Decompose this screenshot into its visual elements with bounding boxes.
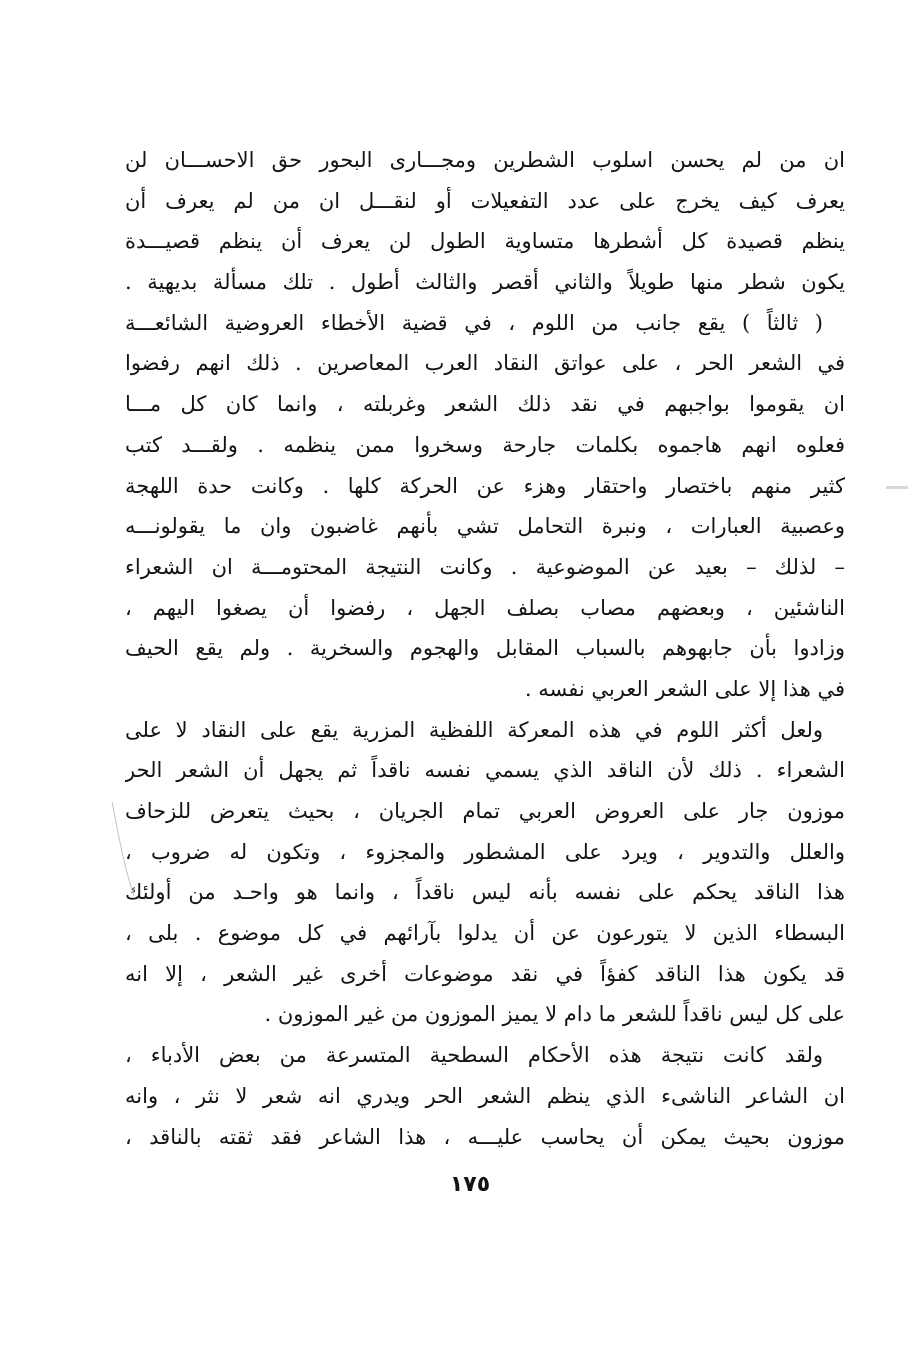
text-line: موزون بحيث يمكن أن يحاسب عليـــه ، هذا الشاعر فقد ثقته بالناقد ،	[125, 1124, 845, 1149]
text-line: هذا الناقد يحكم على نفسه بأنه ليس ناقداً ، وانما هو واحـد من أولئك	[125, 880, 845, 905]
text-line: وزادوا بأن جابهوهم بالسباب المقابل والهجوم والسخرية . ولم يقع الحيف	[125, 636, 845, 661]
text-line: البسطاء الذين لا يتورعون عن أن يدلوا بآرائهم في كل موضوع . بلى ،	[125, 921, 845, 946]
text-line: يكون شطر منها طويلاً والثاني أقصر والثالث أطول . تلك مسألة بديهية .	[125, 270, 845, 295]
text-line: – لذلك – بعيد عن الموضوعية . وكانت النتيجة المحتومـــة ان الشعراء	[125, 554, 845, 579]
text-line: وعصبية العبارات ، ونبرة التحامل تشي بأنهم غاضبون وان ما يقولونـــه	[125, 514, 845, 539]
text-line: موزون جار على العروض العربي تمام الجريان ، بحيث يتعرض للزحاف	[125, 799, 845, 823]
text-line: الشعراء . ذلك لأن الناقد الذي يسمي نفسه ناقداً ثم يجهل أن الشعر الحر	[125, 758, 845, 783]
text-line: الناشئين ، وبعضهم مصاب بصلف الجهل ، رفضوا أن يصغوا اليهم ،	[125, 595, 845, 620]
text-line: ولعل أكثر اللوم في هذه المعركة اللفظية المزرية يقع على النقاد لا على	[125, 717, 823, 742]
paragraph	[125, 1035, 845, 1157]
text-line: ( ثالثاً ) يقع جانب من اللوم ، في قضية الأخطاء العروضية الشائعـــة	[125, 310, 823, 335]
text-line: قد يكون هذا الناقد كفؤاً في نقد موضوعات أخرى غير الشعر ، إلا انه	[125, 961, 845, 986]
text-line: ان من لم يحسن اسلوب الشطرين ومجـــارى البحور حق الاحســـان لن	[125, 148, 845, 172]
text-line: في الشعر الحر ، على عواتق النقاد العرب المعاصرين . ذلك انهم رفضوا	[125, 351, 845, 376]
text-line: ولقد كانت نتيجة هذه الأحكام السطحية المتسرعة من بعض الأدباء ،	[125, 1043, 823, 1068]
text-line: على كل ليس ناقداً للشعر ما دام لا يميز الموزون من غير الموزون .	[264, 1002, 845, 1027]
pencil-margin-mark	[108, 800, 138, 900]
text-line: فعلوه انهم هاجموه بكلمات جارحة وسخروا ممن ينظمه . ولقـــد كتب	[125, 432, 845, 457]
text-line: ان الشاعر الناشىء الذي ينظم الشعر الحر ويدري انه شعر لا نثر ، وانه	[125, 1083, 845, 1108]
text-line: في هذا إلا على الشعر العربي نفسه .	[524, 676, 845, 701]
paragraph	[125, 303, 845, 710]
paragraph	[125, 710, 845, 1036]
text-line: ينظم قصيدة كل أشطرها متساوية الطول لن يعرف أن ينظم قصيـــدة	[125, 229, 845, 254]
paragraph	[125, 140, 845, 303]
scan-edge-mark	[886, 486, 908, 489]
body-text	[125, 140, 845, 1157]
text-line: كثير منهم باختصار واحتقار وهزء عن الحركة كلها . وكانت حدة اللهجة	[125, 473, 845, 498]
text-line: يعرف كيف يخرج على عدد التفعيلات أو لنقـــل ان من لم يعرف أن	[125, 188, 845, 213]
text-line: والعلل والتدوير ، ويرد على المشطور والمجزوء ، وتكون له ضروب ،	[125, 839, 845, 864]
page-number: ١٧٥	[449, 1172, 491, 1197]
text-line: ان يقوموا بواجبهم في نقد ذلك الشعر وغربلته ، وانما كان كل مـــا	[125, 392, 845, 417]
